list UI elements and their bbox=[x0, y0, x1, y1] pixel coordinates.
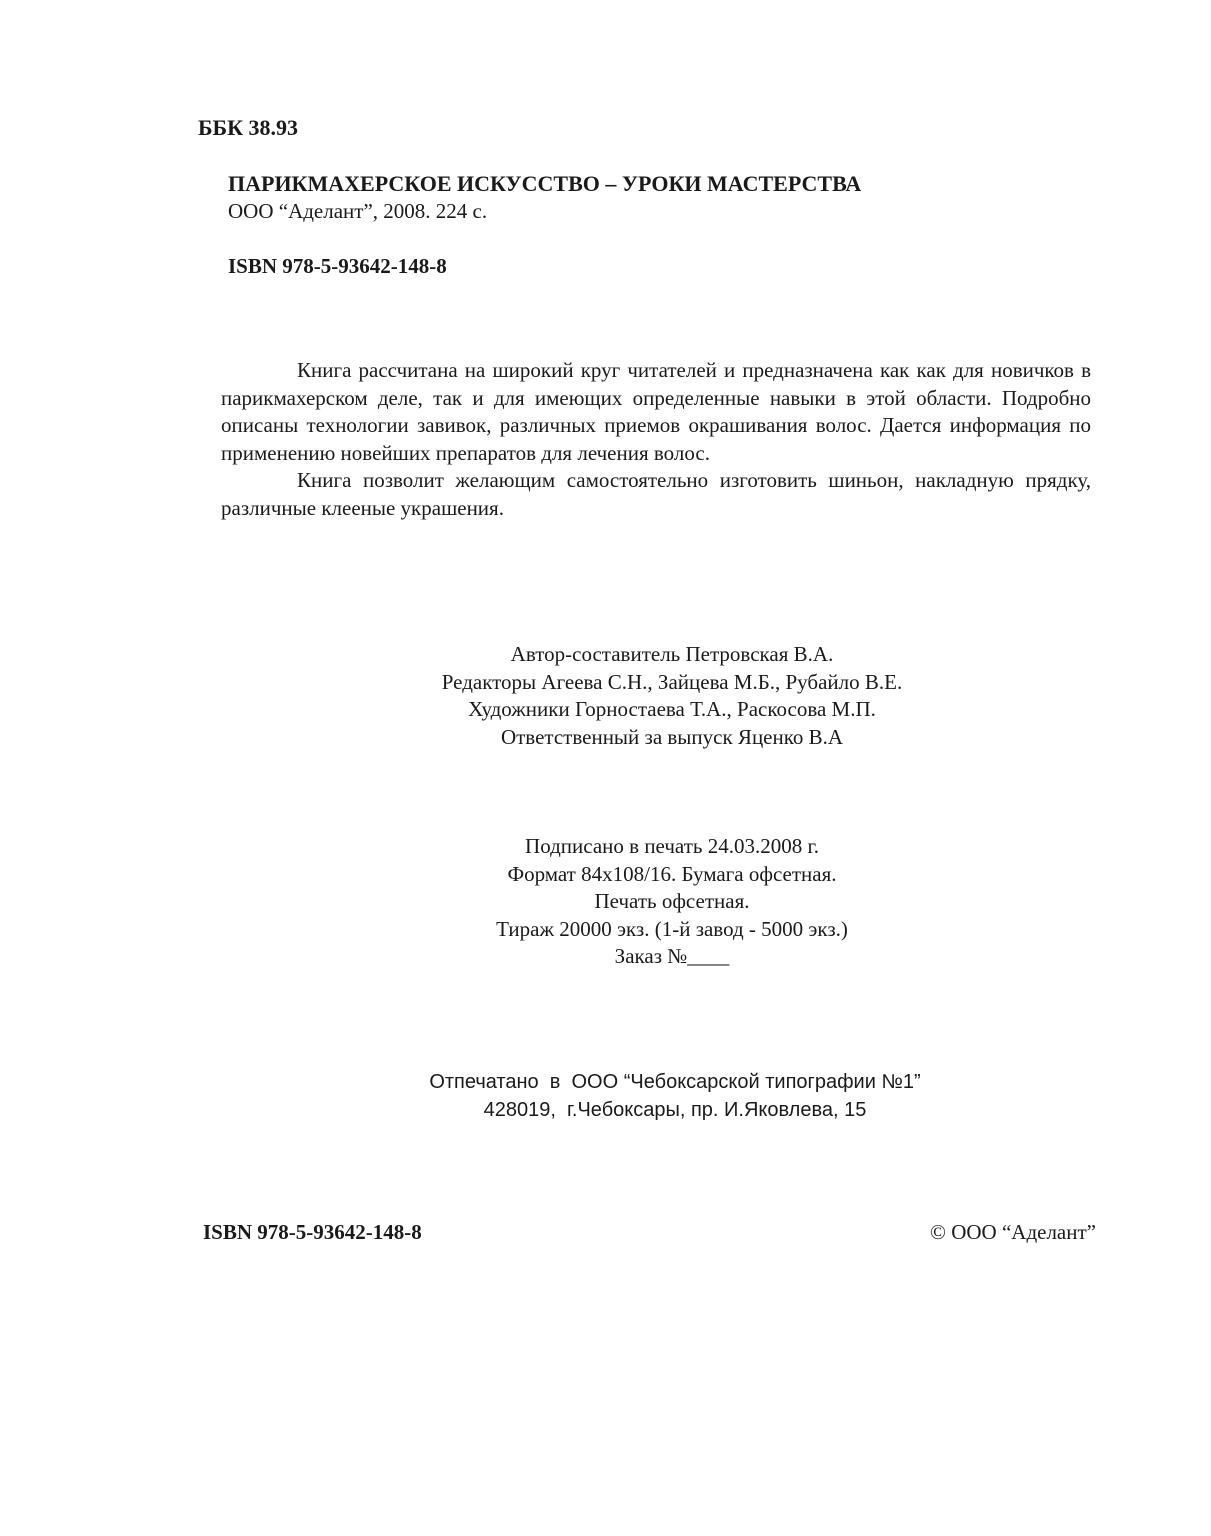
credit-artists: Художники Горностаева Т.А., Раскосова М.П. bbox=[468, 697, 876, 721]
copyright-notice: © ООО “Аделант” bbox=[930, 1220, 1096, 1244]
imprint-signed-date: Подписано в печать 24.03.2008 г. bbox=[525, 834, 819, 858]
credits-block bbox=[372, 641, 972, 751]
book-title: ПАРИКМАХЕРСКОЕ ИСКУССТВО – УРОКИ МАСТЕРСТВА bbox=[228, 171, 862, 196]
printer-name: Отпечатано в ООО “Чебоксарской типографии №1” bbox=[429, 1071, 921, 1093]
bbk-code: ББК 38.93 bbox=[198, 115, 299, 140]
imprint-print-type: Печать офсетная. bbox=[594, 889, 750, 913]
imprint-order-number: Заказ №____ bbox=[614, 944, 730, 968]
printer-address: 428019, г.Чебоксары, пр. И.Яковлева, 15 bbox=[483, 1099, 867, 1121]
imprint-format: Формат 84x108/16. Бумага офсетная. bbox=[507, 861, 837, 886]
imprint-print-run: Тираж 20000 экз. (1-й завод - 5000 экз.) bbox=[496, 916, 848, 941]
credit-responsible: Ответственный за выпуск Яценко В.А bbox=[500, 724, 844, 749]
publisher-line: ООО “Аделант”, 2008. 224 с. bbox=[228, 199, 488, 223]
annotation-paragraph: Книга позволит желающим самостоятельно изготовить шиньон, накладную прядку, различные клееные украшения. bbox=[221, 468, 1091, 520]
printer-block bbox=[360, 1068, 990, 1124]
isbn-header: ISBN 978-5-93642-148-8 bbox=[228, 254, 447, 278]
isbn-footer: ISBN 978-5-93642-148-8 bbox=[203, 1220, 422, 1244]
credit-author: Автор-составитель Петровская В.А. bbox=[510, 642, 834, 666]
annotation-paragraph: Книга рассчитана на широкий круг читателей и предназначена как как для новичков в парикмахерском деле, так и для имеющих определенные навыки в этой области. Подробно описаны технологии завивок, различных приемов окрашивания волос. Дается информация по применению новейших препаратов для лечения волос. bbox=[221, 358, 1091, 465]
imprint-block bbox=[372, 833, 972, 971]
credit-editors: Редакторы Агеева С.Н., Зайцева М.Б., Рубайло В.Е. bbox=[441, 669, 903, 694]
annotation bbox=[221, 357, 1091, 522]
